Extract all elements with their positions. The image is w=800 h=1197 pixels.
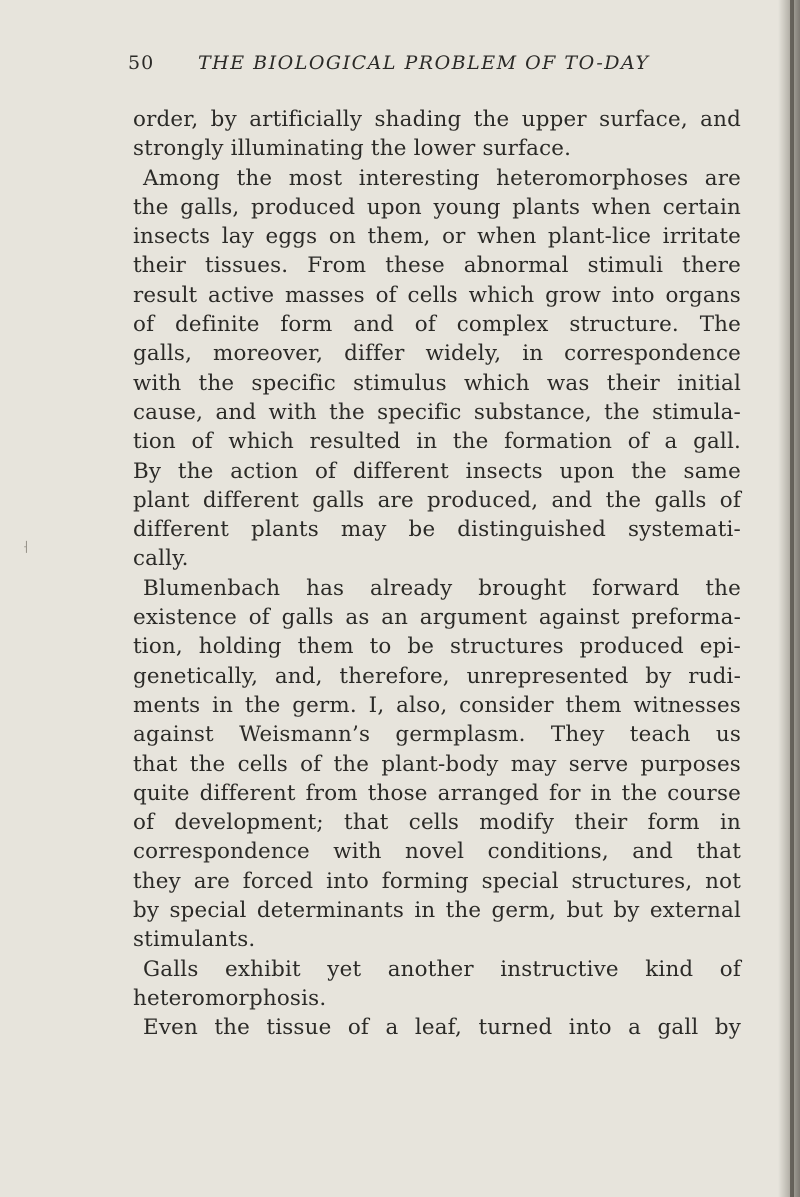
text-line: order, by artificially shading the upper surface, and [133,107,741,132]
text-line: result active masses of cells which grow into organs [133,282,741,308]
text-line: existence of galls as an argument against preforma- [133,605,741,631]
text-line: quite different from those arranged for in the course [133,780,741,806]
page-edge-shadow [778,0,800,1197]
text-line: of development; that cells modify their form in [133,810,741,836]
text-line: Galls exhibit yet another instructive kind of [143,956,741,982]
text-line: tion of which resulted in the formation of a gall. [133,429,741,455]
text-line: strongly illuminating the lower surface. [133,136,572,162]
text-line: plant different galls are produced, and the galls of [133,487,741,513]
text-line: Even the tissue of a leaf, turned into a gall by [143,1015,741,1041]
page-header [128,52,688,82]
page-edge [790,0,794,1197]
page-number: 50 [128,52,155,74]
text-line: correspondence with novel conditions, and that [133,839,741,865]
text-line: Blumenbach has already brought forward the [143,575,741,601]
text-line: by special determinants in the germ, but by external [133,898,741,924]
text-line: insects lay eggs on them, or when plant-lice irritate [133,224,741,250]
text-line: stimulants. [133,927,256,953]
text-line: against Weismann’s germplasm. They teach us [133,722,741,748]
running-title: THE BIOLOGICAL PROBLEM OF TO-DAY [198,52,650,74]
text-line: Among the most interesting heteromorphoses are [143,165,741,191]
text-line: the galls, produced upon young plants when certain [133,194,741,220]
text-line: tion, holding them to be structures produced epi- [133,634,741,660]
text-line: they are forced into forming special structures, not [133,868,741,894]
text-line: By the action of different insects upon the same [133,458,741,484]
text-line: cally. [133,546,189,572]
text-line: ments in the germ. I, also, consider them witnesses [133,692,741,718]
text-line: with the specific stimulus which was their initial [133,370,741,396]
text-line: genetically, and, therefore, unrepresented by rudi- [133,663,741,689]
text-line: heteromorphosis. [133,985,327,1011]
text-line: that the cells of the plant-body may serve purposes [133,751,741,777]
text-line: of definite form and of complex structure. The [133,312,741,338]
margin-mark: ⸡ [22,539,29,553]
text-line: galls, moreover, differ widely, in correspondence [133,341,741,367]
text-line: different plants may be distinguished systemati- [133,517,741,543]
text-line: their tissues. From these abnormal stimuli there [133,253,741,279]
body-text [133,105,741,1043]
text-line: cause, and with the specific substance, the stimula- [133,399,741,425]
